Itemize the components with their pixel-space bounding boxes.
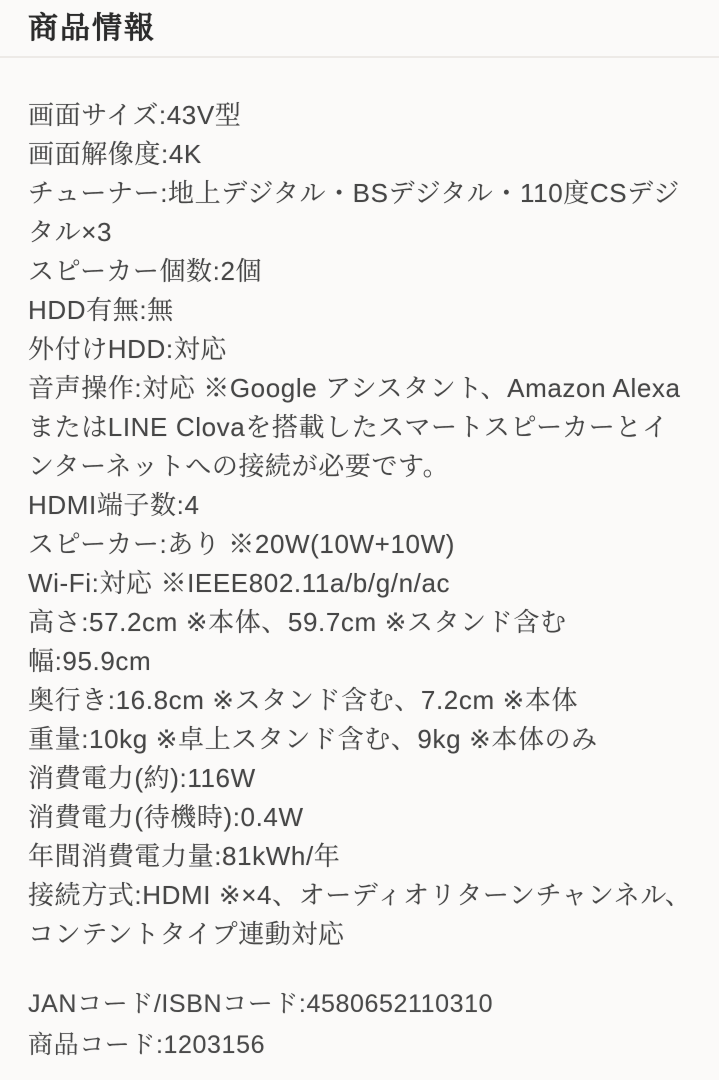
spec-row: 画面解像度:4K	[28, 139, 202, 169]
page-title: 商品情報	[28, 12, 156, 45]
spec-row: 外付けHDD:対応	[28, 334, 227, 364]
spec-row: 重量:10kg ※卓上スタンド含む、9kg ※本体のみ	[28, 724, 598, 754]
spec-row: HDD有無:無	[28, 295, 174, 325]
spec-list	[0, 58, 719, 954]
spec-row: 消費電力(約):116W	[28, 763, 256, 793]
spec-row: 年間消費電力量:81kWh/年	[28, 841, 341, 871]
code-list	[0, 954, 719, 1066]
spec-row: 消費電力(待機時):0.4W	[28, 802, 304, 832]
code-row: 商品コード:1203156	[28, 1031, 266, 1059]
spec-row: スピーカー:あり ※20W(10W+10W)	[28, 529, 455, 559]
spec-row: 高さ:57.2cm ※本体、59.7cm ※スタンド含む	[28, 607, 567, 637]
product-info-header	[0, 0, 719, 56]
spec-row: HDMI端子数:4	[28, 490, 200, 520]
spec-row: チューナー:地上デジタル・BSデジタル・110度CSデジタル×3	[28, 178, 680, 247]
spec-row: 幅:95.9cm	[28, 646, 152, 676]
spec-row: スピーカー個数:2個	[28, 256, 263, 286]
spec-row: 奥行き:16.8cm ※スタンド含む、7.2cm ※本体	[28, 685, 579, 715]
spec-row: 接続方式:HDMI ※×4、オーディオリターンチャンネル、コンテントタイプ連動対応	[28, 880, 692, 949]
spec-row: 音声操作:対応 ※Google アシスタント、Amazon AlexaまたはLINE Clovaを搭載したスマートスピーカーとインターネットへの接続が必要です。	[28, 373, 681, 481]
spec-row: 画面サイズ:43V型	[28, 100, 242, 130]
spec-row: Wi-Fi:対応 ※IEEE802.11a/b/g/n/ac	[28, 568, 451, 598]
code-row: JANコード/ISBNコード:4580652110310	[28, 990, 494, 1018]
